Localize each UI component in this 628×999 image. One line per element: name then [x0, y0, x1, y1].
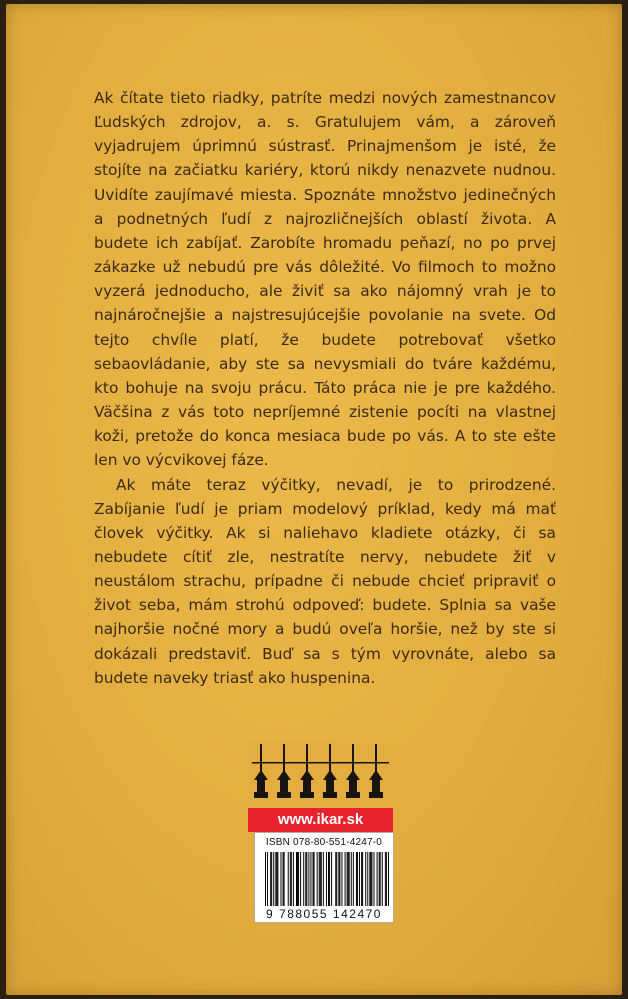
barcode-bar — [300, 852, 301, 906]
blurb-paragraph-1: Ak čítate tieto riadky, patríte medzi nových zamestnancov Ľudských zdrojov, a. s. Gratulujem vám, a zároveň vyjadrujem úprimnú sústrasť. Prinajmenšom je isté, že stojíte na začiatku kariéry, ktorú nikdy nenazvete nudnou. Uvidíte zaujímavé miesta. Spoznáte množstvo jedinečných a podnetných ľudí z najrozličnejších oblastí života. A budete ich zabíjať. Zarobíte hromadu peňazí, no po prvej zákazke už nebudú pre vás dôležité. Vo filmoch to možno vyzerá jednoducho, ale živiť sa ako nájomný vrah je to najnáročnejšie a najstresujúcejšie povolanie na svete. Od tejto chvíle platí, že budete potrebovať všetko sebaovládanie, aby ste sa nevysmiali do tváre každému, kto bohuje na svoju prácu. Táto práca nie je pre každého. Väčšina z vás toto nepríjemné zistenie pocíti na vlastnej koži, pretože do konca mesiaca bude po vás. A to ste ešte len vo výcvikovej fáze. — [94, 89, 556, 470]
barcode-bar — [284, 852, 285, 906]
barcode-bar — [288, 852, 289, 906]
barcode-bar — [349, 852, 350, 906]
barcode-bar — [369, 852, 370, 906]
barcode-bar — [291, 852, 292, 906]
barcode-bar — [283, 852, 284, 906]
barcode-bar — [313, 852, 314, 906]
barcode-bar — [365, 852, 366, 906]
barcode-bar — [356, 852, 357, 906]
barcode-bar — [345, 852, 346, 906]
barcode-bar — [347, 852, 348, 906]
barcode-bar — [310, 852, 311, 906]
barcode-bar — [297, 852, 298, 906]
barcode-bar — [382, 852, 383, 906]
barcode-bar — [329, 852, 330, 906]
barcode-bar — [281, 852, 282, 906]
barcode-bar — [328, 852, 329, 906]
barcode-bar — [339, 852, 340, 906]
barcode-bar — [351, 852, 352, 906]
barcode-bar — [290, 852, 291, 906]
barcode-bar — [296, 852, 297, 906]
barcode-bar — [341, 852, 342, 906]
barcode-bar — [385, 852, 386, 906]
barcode-bar — [367, 852, 368, 906]
barcode-bar — [271, 852, 272, 906]
barcode-bar — [370, 852, 371, 906]
publisher-url: www.ikar.sk — [248, 808, 393, 832]
barcode-bar — [335, 852, 336, 906]
barcode-bar — [277, 852, 278, 906]
barcode-bar — [338, 852, 339, 906]
barcode-bar — [331, 852, 332, 906]
barcode-bar — [357, 852, 358, 906]
barcode-box — [254, 832, 394, 923]
barcode-bar — [321, 852, 322, 906]
barcode-bar — [379, 852, 380, 906]
barcode-bar — [323, 852, 324, 906]
barcode-bar — [359, 852, 360, 906]
ikar-logo-icon — [248, 742, 393, 804]
logo-rail — [252, 762, 389, 764]
barcode-bar — [306, 852, 307, 906]
barcode-bar — [380, 852, 381, 906]
barcode-bars — [265, 852, 389, 906]
barcode-bar — [270, 852, 271, 906]
barcode-bar — [386, 852, 387, 906]
barcode-bar — [388, 852, 389, 906]
barcode-bar — [276, 852, 277, 906]
barcode-bar — [319, 852, 320, 906]
barcode-bar — [317, 852, 318, 906]
barcode-bar — [308, 852, 309, 906]
barcode-bar — [377, 852, 378, 906]
barcode-bar — [293, 852, 294, 906]
blurb-text — [94, 86, 556, 690]
barcode-bar — [298, 852, 299, 906]
barcode-bar — [361, 852, 362, 906]
blurb-paragraph-2: Ak máte teraz výčitky, nevadí, je to prirodzené. Zabíjanie ľudí je priam modelový príklad, kedy má mať človek výčitky. Ak si naliehavo kladiete otázky, či sa nebudete cítiť zle, nestratíte nervy, nebudete žiť v neustálom strachu, prípadne či nebude chcieť pripraviť o život seba, mám strohú odpoveď: budete. Splnia sa vaše najhoršie nočné mory a budú oveľa horšie, než by ste si dokázali predstaviť. Buď sa s tým vyrovnáte, alebo sa budete naveky triasť ako huspenina. — [94, 475, 556, 687]
barcode-bar — [275, 852, 276, 906]
barcode-bar — [336, 852, 337, 906]
barcode-bar — [374, 852, 375, 906]
barcode-bar — [362, 852, 363, 906]
barcode-bar — [320, 852, 321, 906]
barcode-bar — [348, 852, 349, 906]
barcode-bar — [305, 852, 306, 906]
ean-number: 9 788055 142470 — [266, 907, 382, 921]
barcode-bar — [371, 852, 372, 906]
barcode-bar — [326, 852, 327, 906]
barcode-bar — [314, 852, 315, 906]
barcode-bar — [353, 852, 354, 906]
barcode-bar — [265, 852, 266, 906]
barcode-bar — [273, 852, 274, 906]
barcode-bar — [303, 852, 304, 906]
barcode-bar — [267, 852, 268, 906]
isbn-label: ISBN 078-80-551-4247-0 — [265, 837, 383, 848]
